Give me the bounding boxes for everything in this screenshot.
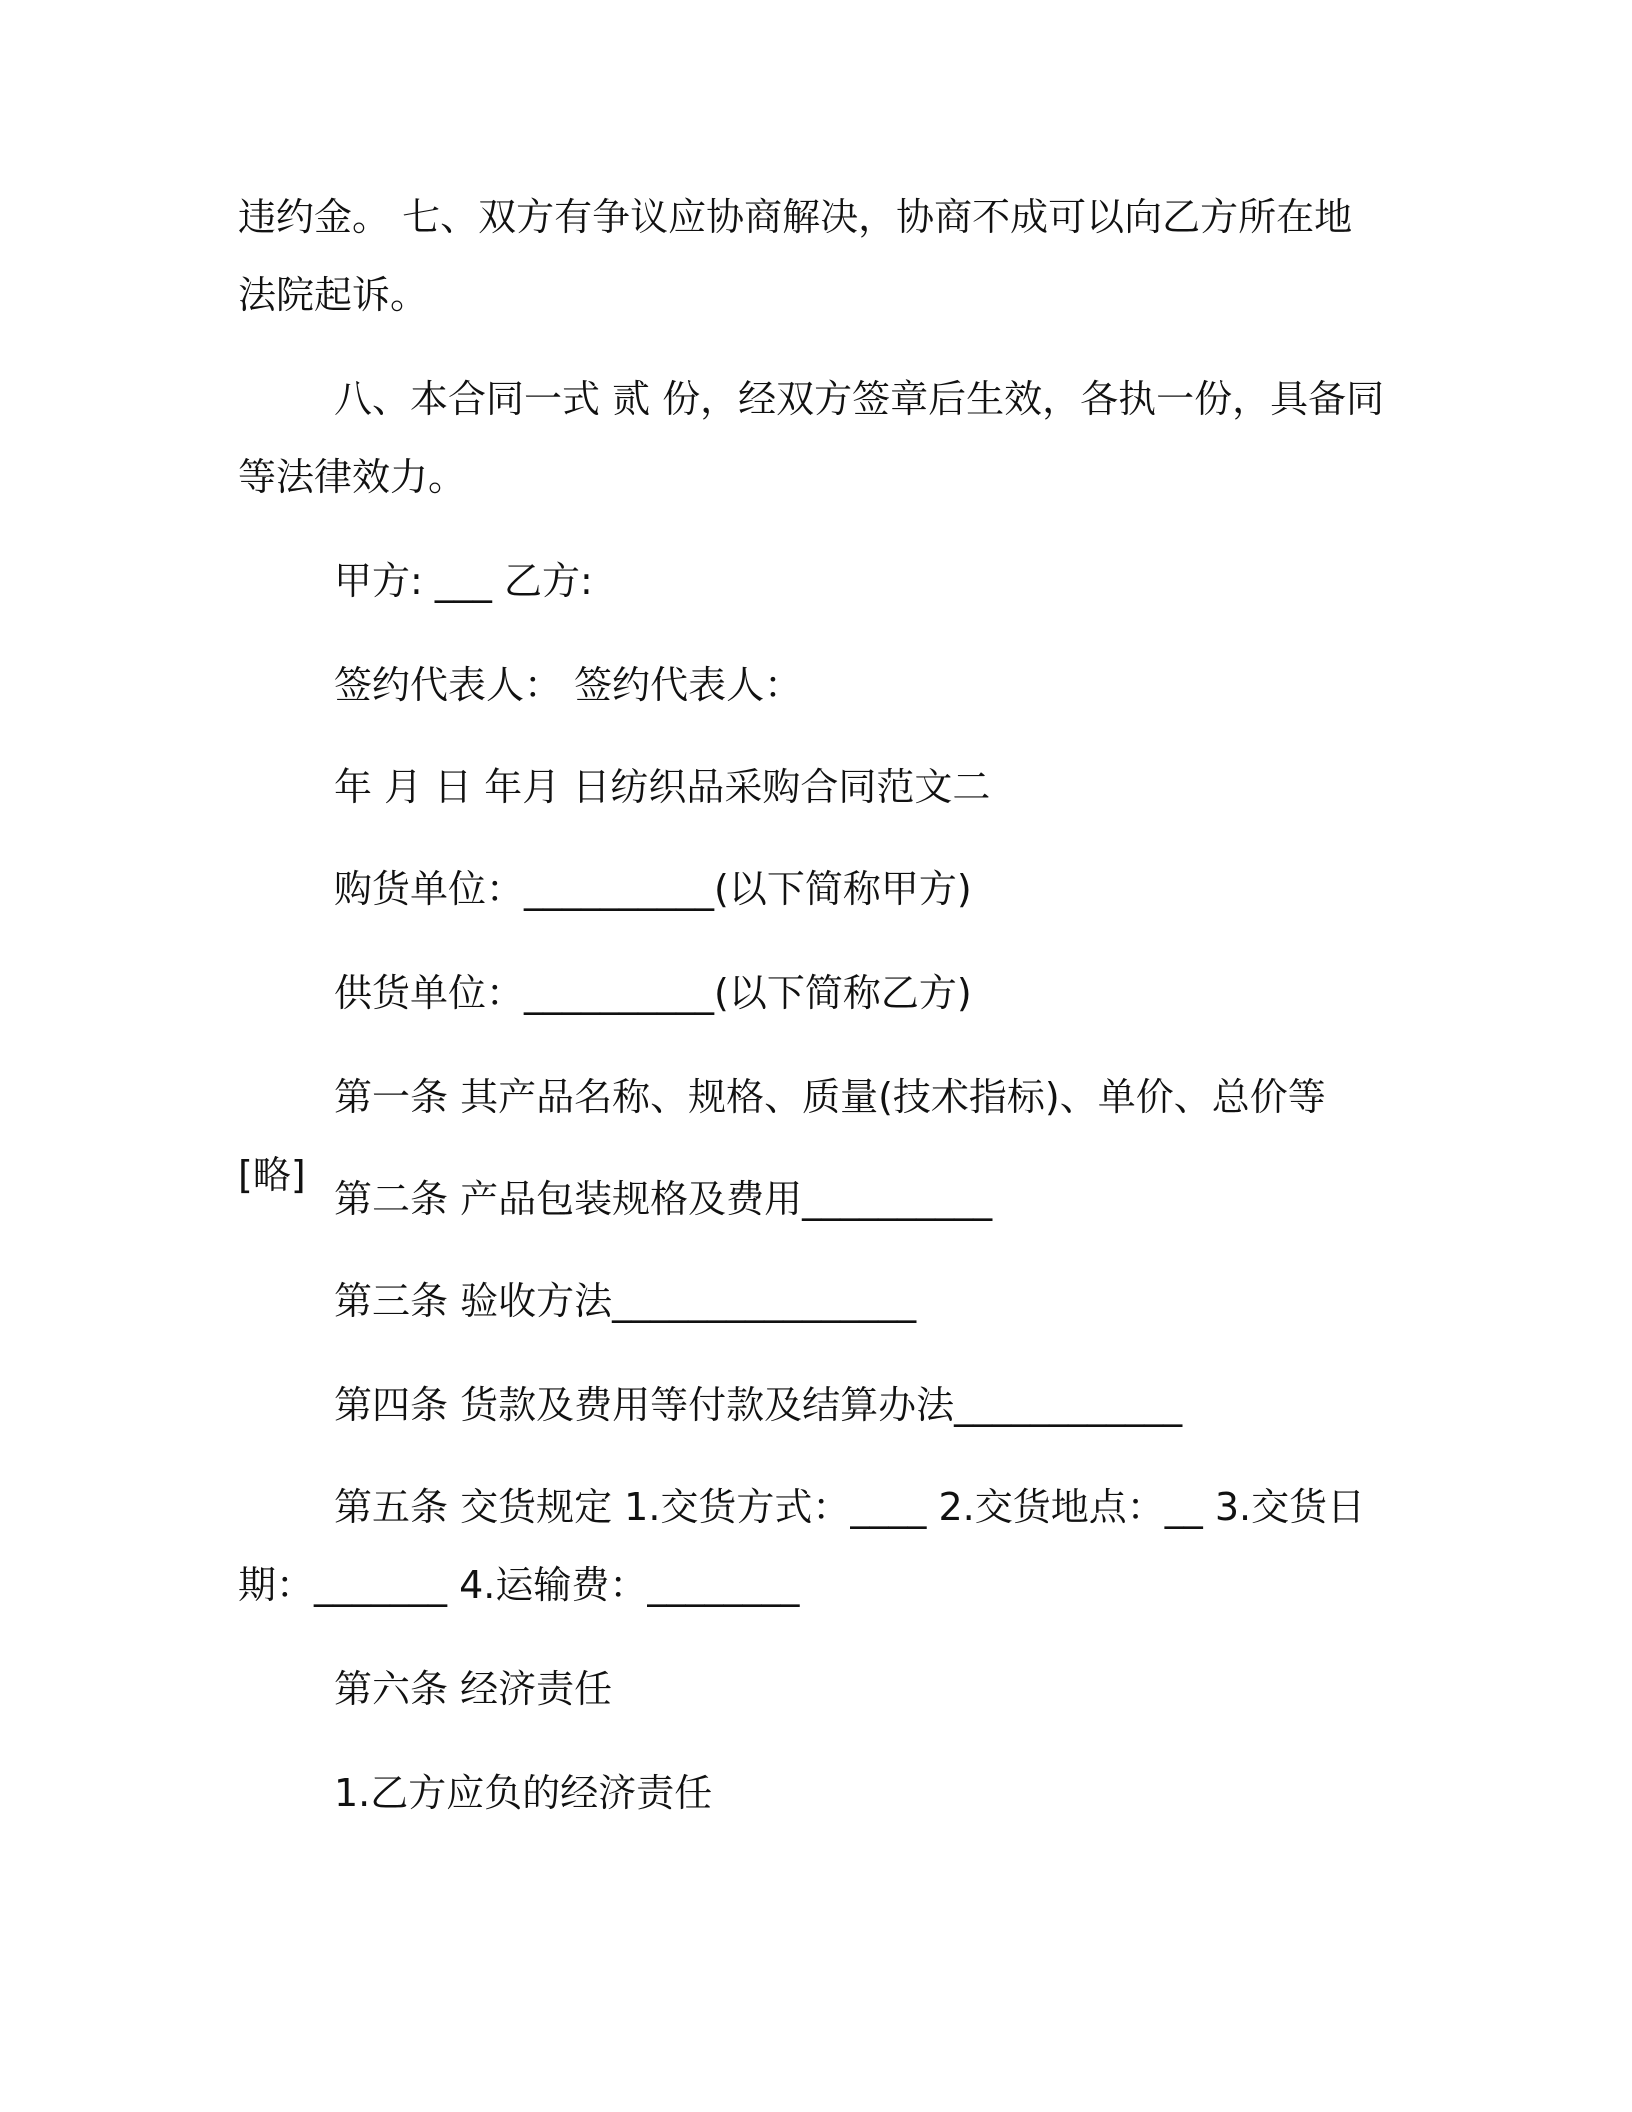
paragraph-article-6-item-1: 1.乙方应负的经济责任 <box>334 1771 713 1815</box>
paragraph-supplier: 供货单位：__________(以下简称乙方) <box>334 971 972 1015</box>
paragraph-contract-copies: 八、本合同一式 贰 份，经双方签章后生效，各执一份，具备同等法律效力。 <box>238 377 1385 499</box>
paragraph-article-3: 第三条 验收方法________________ <box>334 1279 917 1323</box>
paragraph-signing-representatives: 签约代表人： 签约代表人： <box>334 663 803 707</box>
paragraph-dispute-resolution: 违约金。 七、双方有争议应协商解决，协商不成可以向乙方所在地法院起诉。 <box>238 195 1353 317</box>
paragraph-article-6: 第六条 经济责任 <box>334 1667 613 1711</box>
paragraph-parties: 甲方: ___ 乙方: <box>334 559 593 603</box>
paragraph-article-5: 第五条 交货规定 1.交货方式：____ 2.交货地点：__ 3.交货日期：_______ 4.运输费：________ <box>238 1485 1366 1607</box>
paragraph-article-1: 第一条 其产品名称、规格、质量(技术指标)、单价、总价等[略] <box>238 1075 1326 1197</box>
paragraph-article-4: 第四条 货款及费用等付款及结算办法____________ <box>334 1383 1183 1427</box>
paragraph-article-2: 第二条 产品包装规格及费用__________ <box>334 1177 993 1221</box>
paragraph-date-and-title: 年 月 日 年月 日纺织品采购合同范文二 <box>334 765 991 809</box>
paragraph-purchaser: 购货单位：__________(以下简称甲方) <box>334 867 972 911</box>
